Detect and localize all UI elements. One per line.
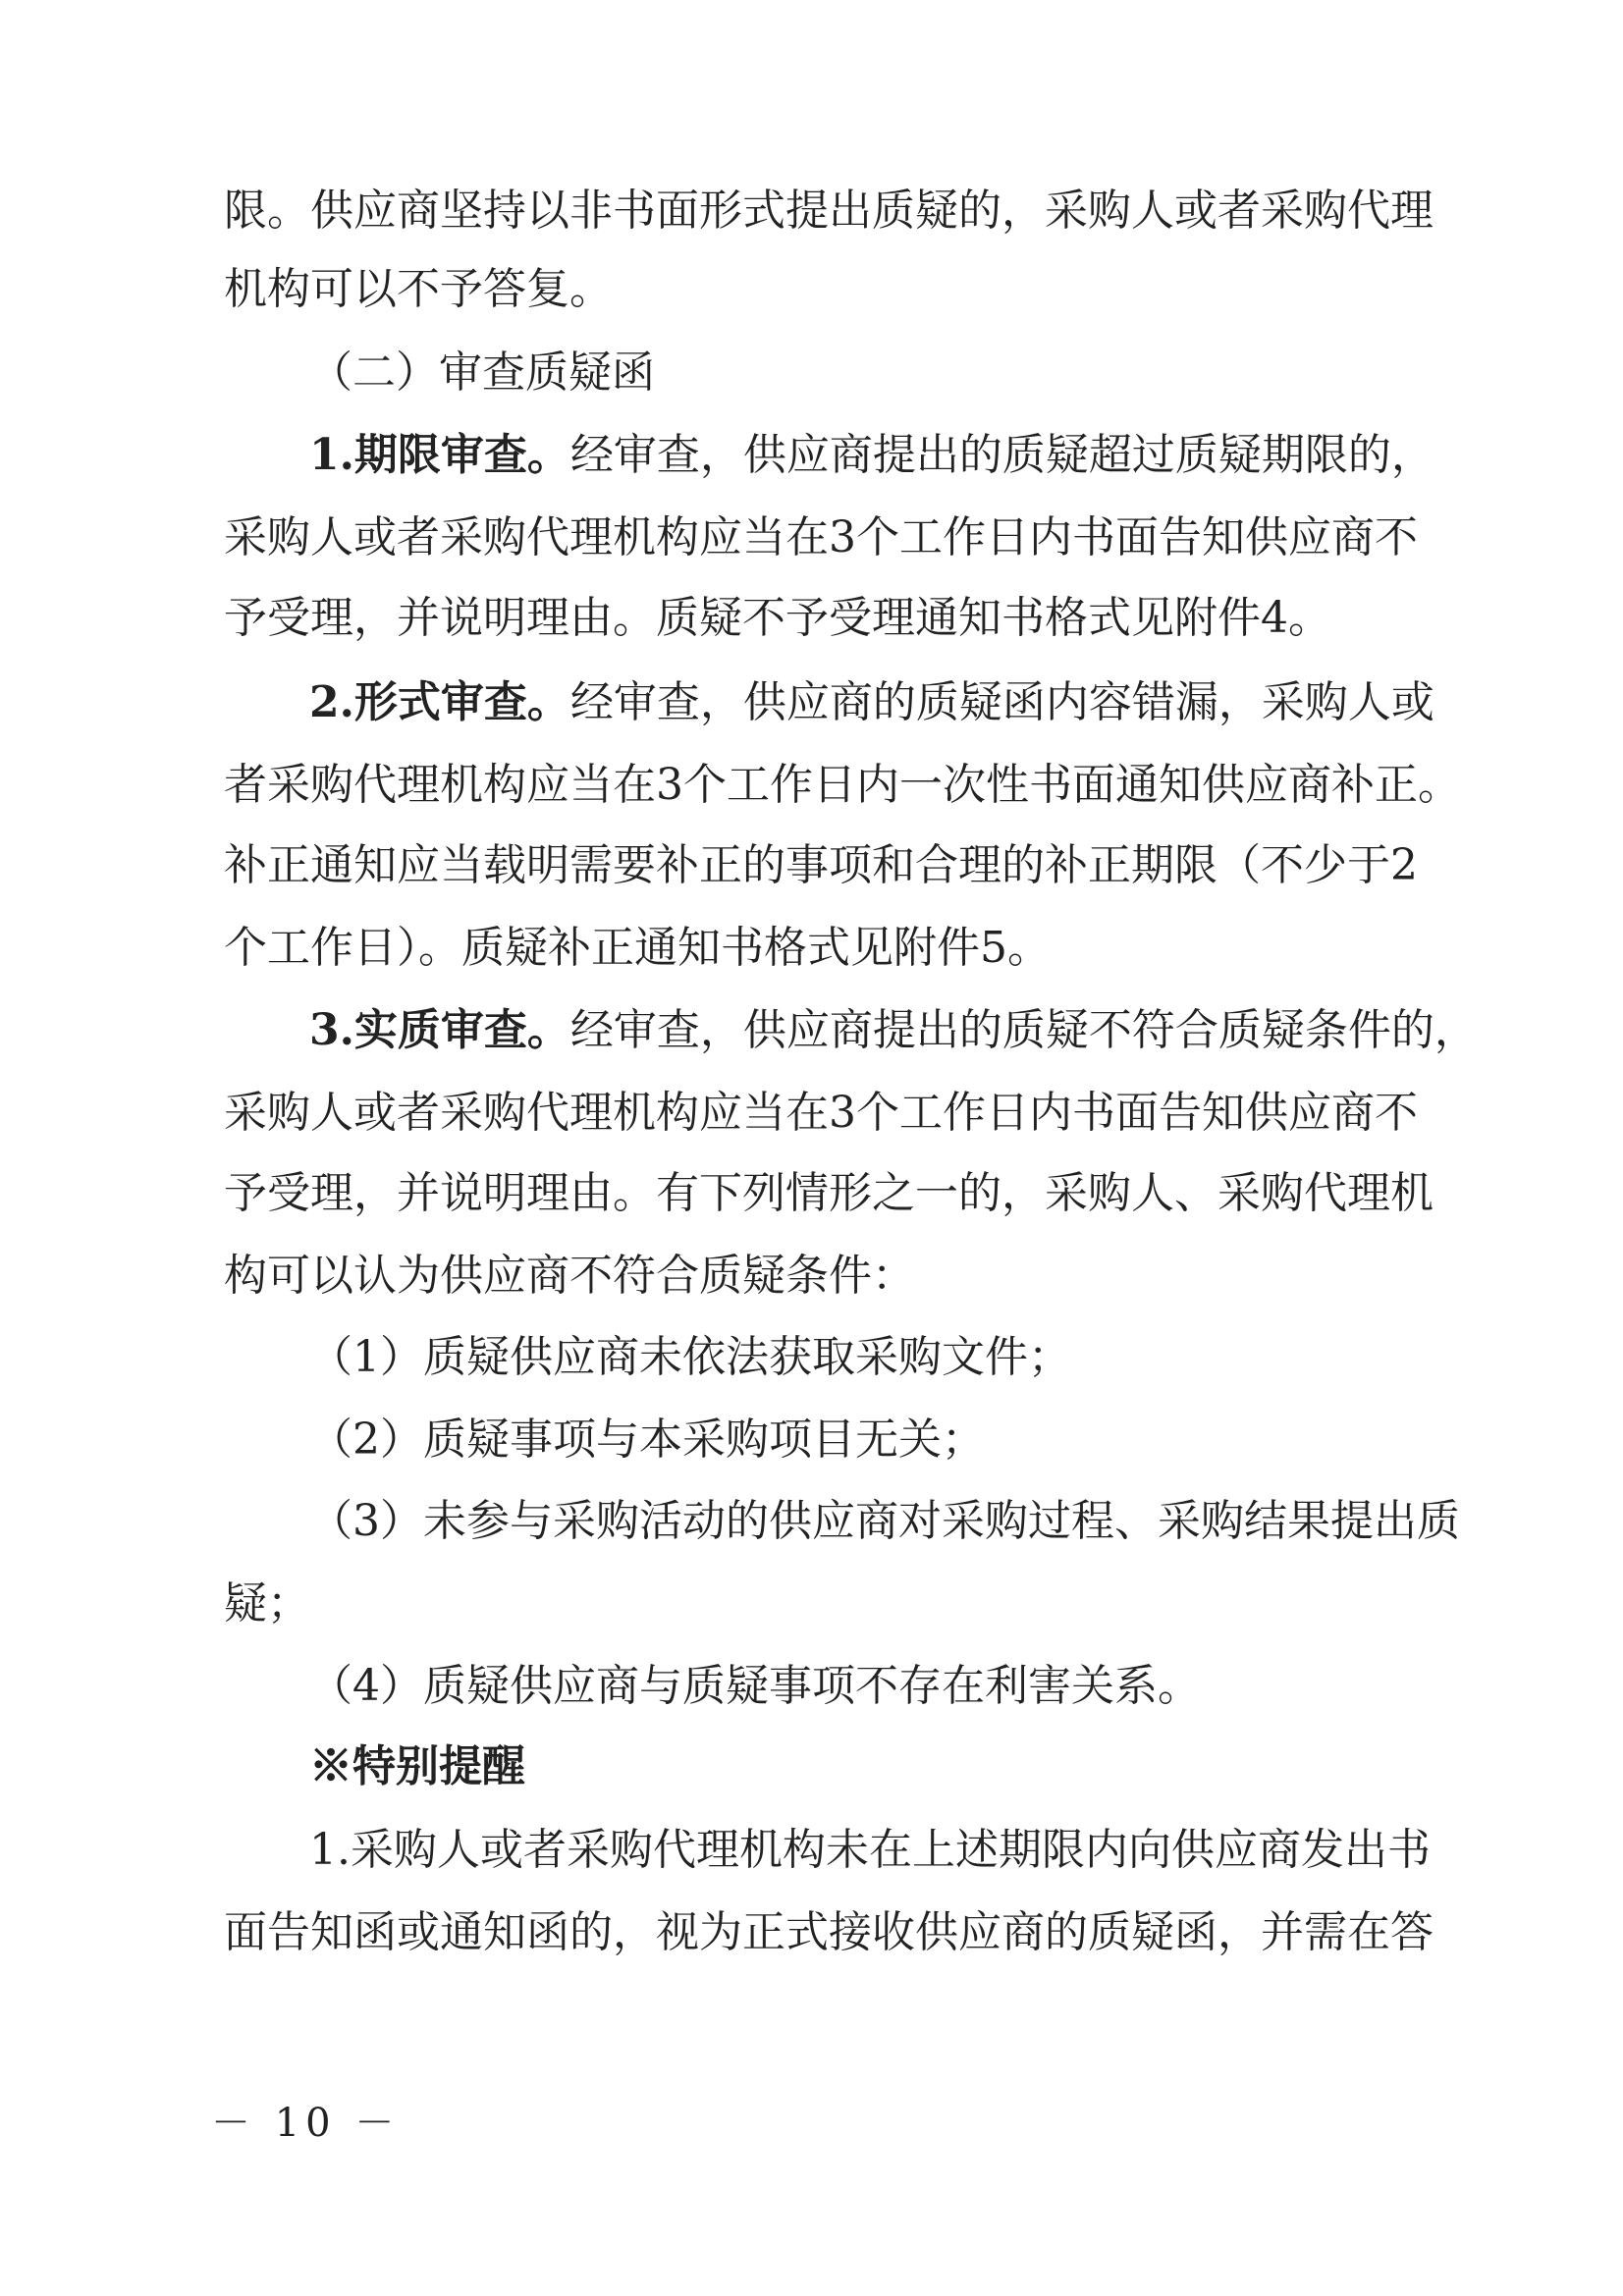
reminder-line-2 bbox=[224, 1903, 1434, 1962]
line-text: 限。供应商坚持以非书面形式提出质疑的，采购人或者采购代理 bbox=[224, 186, 1434, 236]
paragraph-line-13 bbox=[224, 1164, 1434, 1223]
item-text: 经审查，供应商提出的质疑超过质疑期限的， bbox=[569, 430, 1434, 480]
list-item-3 bbox=[309, 1492, 1460, 1551]
item-heading-substantive-review bbox=[309, 1001, 1478, 1060]
paragraph-line-14 bbox=[224, 1247, 1412, 1306]
special-reminder-heading bbox=[309, 1737, 1412, 1796]
line-text: 机构可以不予答复。 bbox=[224, 264, 613, 314]
list-item-text: （4）质疑供应商与质疑事项不存在利害关系。 bbox=[309, 1661, 1201, 1711]
paragraph-line-12 bbox=[224, 1084, 1418, 1143]
paragraph-line-10 bbox=[224, 919, 1412, 978]
line-text: 个工作日）。质疑补正通知书格式见附件5。 bbox=[224, 923, 1051, 973]
paragraph-line-2 bbox=[224, 260, 1412, 319]
line-text: 补正通知应当载明需要补正的事项和合理的补正期限（不少于2 bbox=[224, 840, 1418, 890]
item-text: 经审查，供应商提出的质疑不符合质疑条件的， bbox=[569, 1005, 1478, 1055]
line-text: 采购人或者采购代理机构应当在3个工作日内书面告知供应商不 bbox=[224, 1088, 1418, 1138]
paragraph-line-1 bbox=[224, 182, 1434, 240]
paragraph-line-8 bbox=[224, 756, 1461, 815]
list-item-4 bbox=[309, 1657, 1412, 1716]
item-heading-form-review bbox=[309, 673, 1434, 732]
item-title: 3.实质审查。 bbox=[309, 1005, 570, 1055]
line-text: 1.采购人或者采购代理机构未在上述期限内向供应商发出书 bbox=[309, 1825, 1431, 1875]
paragraph-line-6 bbox=[224, 589, 1412, 648]
line-text: 予受理，并说明理由。有下列情形之一的，采购人、采购代理机 bbox=[224, 1168, 1434, 1218]
section-heading bbox=[309, 344, 1412, 402]
list-item-3-continuation bbox=[224, 1575, 1412, 1633]
list-item-text: （1）质疑供应商未依法获取采购文件； bbox=[309, 1332, 1071, 1382]
line-text: 面告知函或通知函的，视为正式接收供应商的质疑函，并需在答 bbox=[224, 1907, 1434, 1957]
page-number: － 10 － bbox=[211, 2101, 401, 2146]
line-text: 予受理，并说明理由。质疑不予受理通知书格式见附件4。 bbox=[224, 593, 1331, 643]
line-text: 采购人或者采购代理机构应当在3个工作日内书面告知供应商不 bbox=[224, 512, 1418, 562]
list-item-text: 疑； bbox=[224, 1578, 310, 1629]
list-item-text: （2）质疑事项与本采购项目无关； bbox=[309, 1415, 985, 1465]
section-heading-text: （二）审查质疑函 bbox=[309, 347, 655, 398]
list-item-text: （3）未参与采购活动的供应商对采购过程、采购结果提出质 bbox=[309, 1496, 1460, 1546]
line-text: 构可以认为供应商不符合质疑条件： bbox=[224, 1251, 915, 1301]
item-title: 2.形式审查。 bbox=[309, 677, 570, 727]
paragraph-line-5 bbox=[224, 508, 1418, 567]
item-text: 经审查，供应商的质疑函内容错漏，采购人或 bbox=[569, 677, 1434, 727]
line-text: 者采购代理机构应当在3个工作日内一次性书面通知供应商补正。 bbox=[224, 760, 1461, 810]
reminder-title: ※特别提醒 bbox=[309, 1741, 525, 1791]
list-item-1 bbox=[309, 1328, 1412, 1387]
item-title: 1.期限审查。 bbox=[309, 430, 570, 480]
list-item-2 bbox=[309, 1411, 1412, 1469]
item-heading-period-review bbox=[309, 426, 1434, 485]
paragraph-line-9 bbox=[224, 836, 1418, 895]
reminder-line-1 bbox=[309, 1821, 1431, 1880]
